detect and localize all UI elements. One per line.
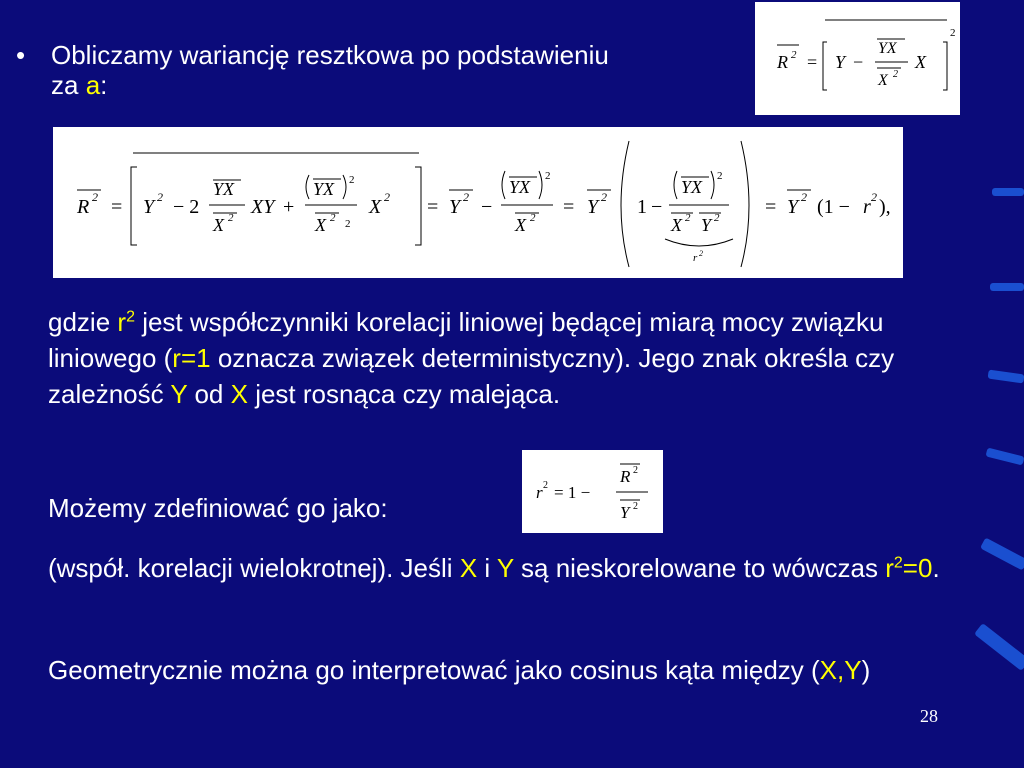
svg-text:2: 2 xyxy=(801,190,807,204)
svg-text:−: − xyxy=(481,196,493,218)
svg-text:),: ), xyxy=(879,196,891,218)
paragraph-correlation-definition xyxy=(48,304,968,412)
superscript-2: 2 xyxy=(893,554,903,572)
svg-text:YX: YX xyxy=(213,179,235,199)
svg-text:2: 2 xyxy=(543,480,548,491)
formula-residual-variance-small xyxy=(755,2,960,115)
equals-zero: =0 xyxy=(902,553,933,583)
text-segment: Geometrycznie można go interpretować jako cosinus kąta między ( xyxy=(48,655,820,685)
decor-stripe xyxy=(985,448,1024,466)
svg-text:2: 2 xyxy=(545,170,551,182)
svg-text:R: R xyxy=(77,196,90,218)
svg-text:2: 2 xyxy=(228,212,234,224)
symbol-r-equals-1: r=1 xyxy=(172,343,211,373)
svg-text:2: 2 xyxy=(530,212,536,224)
svg-text:X: X xyxy=(915,52,926,72)
symbol-y: Y xyxy=(170,379,188,409)
svg-text:Y: Y xyxy=(143,196,155,218)
svg-text:r: r xyxy=(536,483,543,502)
svg-text:YX: YX xyxy=(681,177,703,197)
svg-text:2: 2 xyxy=(699,249,703,258)
text-segment: i xyxy=(477,553,497,583)
svg-text:X: X xyxy=(315,215,326,235)
svg-text:R: R xyxy=(620,467,631,486)
text-segment: . xyxy=(932,553,940,583)
symbol-x: X xyxy=(459,553,478,583)
svg-text:Y: Y xyxy=(449,196,461,218)
svg-text:X: X xyxy=(878,72,888,89)
svg-text:=: = xyxy=(563,196,575,218)
svg-text:2: 2 xyxy=(345,218,351,230)
svg-text:=: = xyxy=(765,196,777,218)
text-segment: oznacza związek deterministyczny). Jego znak określa czy zależność xyxy=(48,343,895,409)
page-number: 28 xyxy=(920,706,938,726)
bullet-text xyxy=(51,40,611,100)
svg-text:X: X xyxy=(369,196,382,218)
svg-text:YX: YX xyxy=(878,40,897,57)
svg-text:2: 2 xyxy=(384,190,390,204)
symbol-r-letter: r xyxy=(885,553,894,583)
svg-text:2: 2 xyxy=(791,49,797,61)
svg-text:2: 2 xyxy=(601,190,607,204)
paragraph-geometric-interpretation xyxy=(48,652,968,688)
svg-text:X: X xyxy=(213,215,224,235)
svg-text:2: 2 xyxy=(950,27,956,39)
paragraph-define xyxy=(48,490,508,526)
decor-stripe xyxy=(990,283,1024,291)
svg-text:2: 2 xyxy=(633,501,638,512)
svg-text:XY: XY xyxy=(251,196,275,218)
text-segment: gdzie xyxy=(48,307,118,337)
svg-text:YX: YX xyxy=(509,177,531,197)
text-segment: jest rosnąca czy malejąca. xyxy=(247,379,561,409)
svg-text:(1 −: (1 − xyxy=(817,196,850,218)
svg-text:Y: Y xyxy=(620,503,630,522)
svg-text:r: r xyxy=(693,252,698,264)
svg-text:X: X xyxy=(515,215,526,235)
svg-text:=: = xyxy=(807,52,818,72)
svg-text:X: X xyxy=(671,215,682,235)
svg-text:=: = xyxy=(111,196,123,218)
formula-r-squared xyxy=(522,450,663,533)
svg-text:− 2: − 2 xyxy=(173,196,200,218)
symbol-y: Y xyxy=(496,553,514,583)
svg-text:2: 2 xyxy=(463,190,469,204)
svg-text:Y: Y xyxy=(835,52,846,72)
svg-text:2: 2 xyxy=(330,212,336,224)
svg-text:2: 2 xyxy=(893,69,898,80)
decor-stripe xyxy=(974,623,1024,671)
decor-stripe xyxy=(988,370,1024,384)
superscript-2: 2 xyxy=(126,308,135,326)
symbol-r-letter: r xyxy=(117,307,127,337)
decor-stripe xyxy=(992,188,1024,196)
bullet-marker: • xyxy=(16,40,26,70)
symbol-r xyxy=(117,307,135,337)
svg-text:−: − xyxy=(853,52,864,72)
text-segment: jest współczynniki korelacji liniowej będącej miarą mocy związku liniowego ( xyxy=(48,307,884,373)
text-segment: od xyxy=(187,379,231,409)
svg-text:= 1 −: = 1 − xyxy=(554,483,591,502)
symbol-x: X xyxy=(230,379,248,409)
svg-text:2: 2 xyxy=(685,212,691,224)
svg-text:Y: Y xyxy=(787,196,799,218)
text-segment: (współ. korelacji wielokrotnej). Jeśli xyxy=(48,553,460,583)
text-segment: ) xyxy=(861,655,871,685)
text-segment: są nieskorelowane to wówczas xyxy=(513,553,886,583)
svg-text:1: 1 xyxy=(637,196,647,218)
bullet-text-after: : xyxy=(100,70,108,100)
svg-text:2: 2 xyxy=(717,170,723,182)
paragraph-multiple-correlation xyxy=(48,550,968,586)
svg-text:YX: YX xyxy=(313,179,335,199)
svg-text:2: 2 xyxy=(871,190,877,204)
svg-text:+: + xyxy=(283,196,295,218)
svg-text:−: − xyxy=(651,196,663,218)
svg-text:r: r xyxy=(863,196,871,218)
svg-text:2: 2 xyxy=(714,212,720,224)
text-segment: Możemy zdefiniować go jako: xyxy=(48,493,388,523)
svg-text:2: 2 xyxy=(349,174,355,186)
decor-stripe xyxy=(980,537,1024,570)
symbol-r-squared-zero xyxy=(885,553,932,583)
svg-text:2: 2 xyxy=(92,190,98,204)
bullet-text-before: Obliczamy wariancję resztkowa po podstawieniu za xyxy=(51,40,609,100)
svg-text:R: R xyxy=(777,52,788,72)
svg-text:=: = xyxy=(427,196,439,218)
formula-residual-variance-expanded xyxy=(53,127,903,278)
svg-text:2: 2 xyxy=(633,465,638,476)
svg-text:Y: Y xyxy=(587,196,599,218)
svg-text:Y: Y xyxy=(701,215,712,235)
svg-text:2: 2 xyxy=(157,190,163,204)
variable-a: a xyxy=(85,70,101,100)
symbol-x-y: X,Y xyxy=(819,655,862,685)
